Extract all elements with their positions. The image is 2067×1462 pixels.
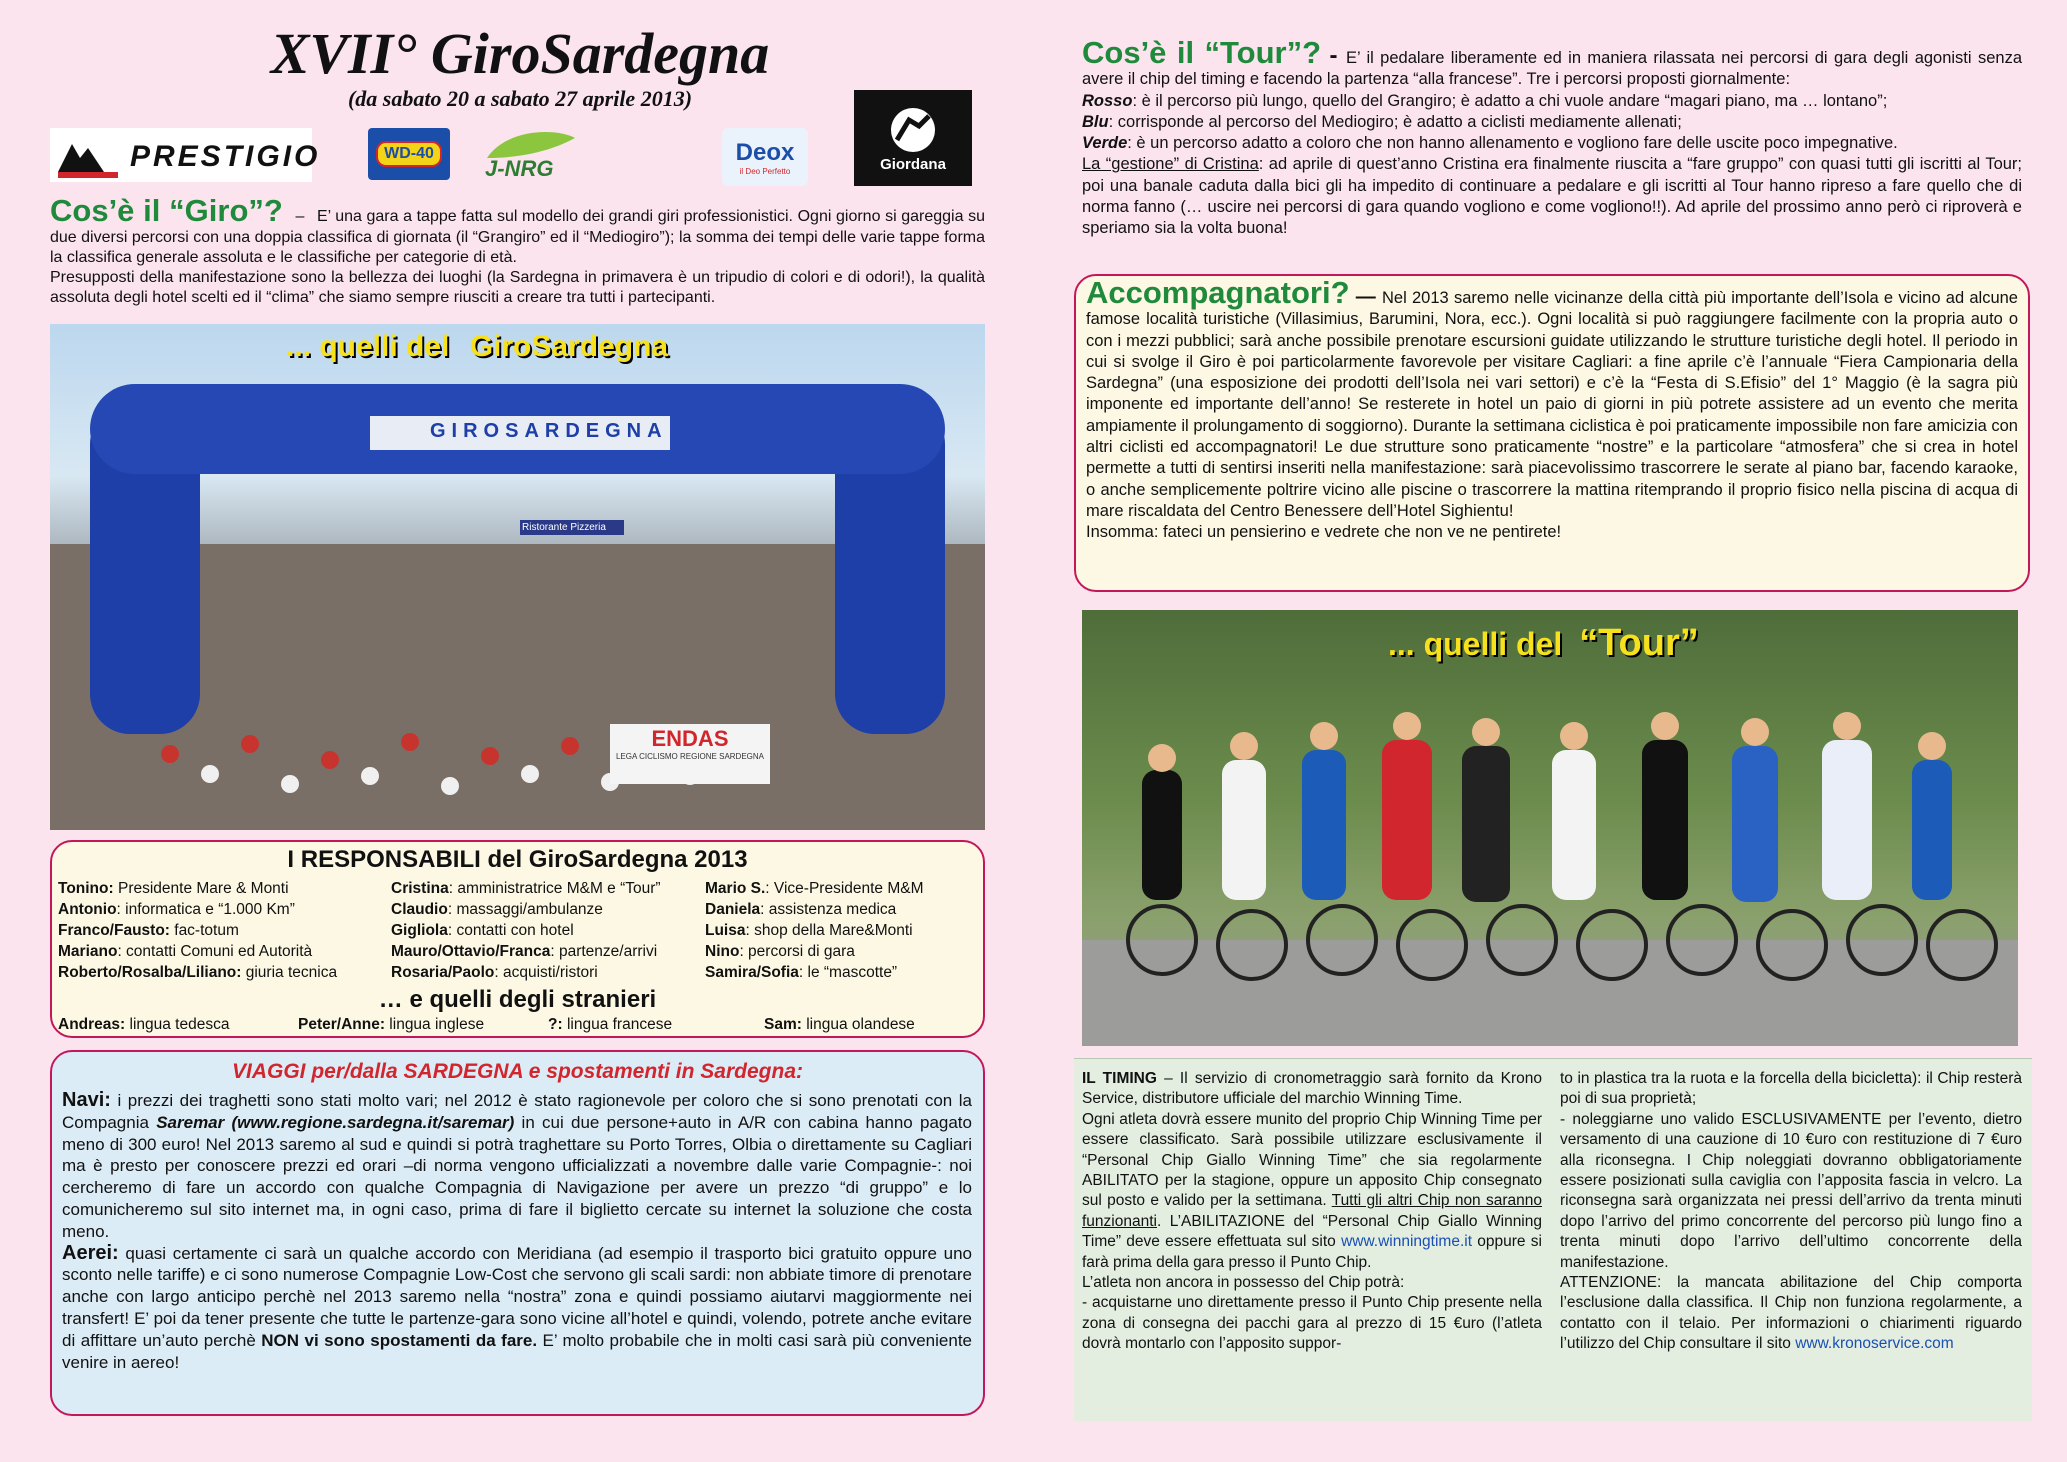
photo1-caption-a: ... quelli del: [286, 330, 450, 363]
responsabile-name: Claudio: [391, 901, 448, 918]
kronoservice-link[interactable]: www.kronoservice.com: [1795, 1335, 1954, 1353]
responsabile-item: [58, 920, 391, 941]
rosso-label: Rosso: [1082, 91, 1133, 110]
blu-text: : corrisponde al percorso del Mediogiro; è adatto a ciclisti mediamente allenati;: [1108, 112, 1682, 131]
wd40-logo-badge: [376, 141, 442, 167]
endas-banner-title: ENDAS: [651, 726, 729, 751]
responsabile-item: [391, 941, 705, 962]
responsabile-name: Gigliola: [391, 922, 448, 939]
deox-logo-tag: il Deo Perfetto: [739, 166, 791, 176]
tour-dash: -: [1321, 42, 1346, 69]
straniero-role: lingua francese: [562, 1016, 673, 1033]
responsabile-item: [391, 899, 705, 920]
responsabile-name: Daniela: [705, 901, 761, 918]
prestigio-logo-text: PRESTIGIO: [130, 140, 321, 173]
tour-intro: [1082, 35, 2022, 91]
stranieri-heading: … e quelli degli stranieri: [378, 986, 657, 1013]
responsabile-item: [58, 899, 391, 920]
giro-text-1: E’ una gara a tappe fatta sul modello dei grandi giri professionistici. Ogni giorno si gareggia su due diversi percorsi con una doppia classifica di giornata (il “Grangiro” ed il “Mediogiro”); la somma dei tempi delle varie tappe forma la classifica generale assoluta e le classifiche per categorie di età.: [50, 208, 986, 266]
responsabili-heading: I RESPONSABILI del GiroSardegna 2013: [287, 846, 748, 873]
accompagnatori-box: [1074, 274, 2030, 592]
responsabile-role: : informatica e “1.000 Km”: [116, 901, 295, 918]
accompagnatori-paragraph: [1086, 275, 2018, 522]
tour-riders-illustration: [1082, 610, 2018, 1046]
deox-logo-text: Deox: [735, 138, 795, 166]
responsabile-role: : contatti con hotel: [447, 922, 574, 939]
responsabile-item: [705, 962, 978, 983]
responsabile-name: Mario S.: [705, 880, 766, 897]
timing-p5: to in plastica tra la ruota e la forcella della bicicletta): il Chip resterà poi di sua proprietà;: [1560, 1070, 2022, 1108]
wd40-logo-text: WD-40: [384, 145, 434, 162]
photo2-caption: [1388, 622, 1699, 665]
timing-col-2: [1560, 1069, 2022, 1355]
navi-text-b: in cui due persone+auto in A/R con cabina hanno pagato meno di 300 euro! Nel 2013 saremo al sud e quindi si potrà traghettare su Porto Torres, Olbia o direttamente su Cagliari ma è presto per conoscere prezzi ed orari –di norma vengono ufficializzati a novembre dalle varie Compagnie-: noi cercheremo di fare un accordo con qualche Compagnia di Navigazione per avere un prezzo “di gruppo” e lo comunicheremo sul sito internet ma, in ogni caso, prima di fare il biglietto cercate su internet la soluzione che costa meno.: [62, 1112, 972, 1241]
straniero-item: [548, 1016, 764, 1034]
timing-c1-d: oppure si farà prima della gara presso il Punto Chip.: [1082, 1233, 1542, 1271]
responsabile-role: giuria tecnica: [241, 964, 338, 981]
photo1-caption: [286, 330, 668, 364]
tour-rosso: [1082, 91, 2022, 112]
timing-p7: [1560, 1273, 2022, 1355]
winningtime-link[interactable]: www.winningtime.it: [1341, 1233, 1472, 1251]
straniero-name: Sam:: [764, 1016, 802, 1033]
responsabile-role: : acquisti/ristori: [494, 964, 598, 981]
timing-p3: L’atleta non ancora in possesso del Chip potrà:: [1082, 1274, 1405, 1292]
responsabile-name: Rosaria/Paolo: [391, 964, 495, 981]
arch-text: GIROSARDEGNA: [430, 420, 668, 442]
saremar-link: Saremar (www.regione.sardegna.it/saremar): [156, 1112, 515, 1132]
responsabile-item: [58, 962, 391, 983]
aerei-bold: NON vi sono spostamenti da fare.: [261, 1330, 538, 1350]
responsabile-role: : massaggi/ambulanze: [447, 901, 603, 918]
aerei-label: Aerei:: [62, 1241, 119, 1264]
wd40-logo: [368, 128, 450, 180]
accompagnatori-text: Nel 2013 saremo nelle vicinanze della città più importante dell’Isola e vicino ad alcune famose località turistiche (Villasimius, Barumini, Nora, ecc.). Ogni località si può raggiungere facilmente con la propria auto o con i mezzi pubblici; sarà anche possibile prenotare escursioni guidate utilizzando le strutture turistiche degli hotel. Il periodo in cui si svolge il Giro è poi particolarmente favorevole per visitare Cagliari: a fine aprile c’è l’annuale “Fiera Campionaria della Sardegna” (una esposizione dei prodotti dell’Isola nei vari settori) e c’è la “Festa di S.Efisio” del 1° Maggio (è la sagra più imponente ed importante dell’anno! Se resterete in hotel un paio di giorni in più potrete assistere ad un evento che merita ampiamente il prolungamento di soggiorno). Durante la settimana ciclistica è poi praticamente impossibile non fare amicizia con altri ciclisti ed accompagnatori! Le due strutture sono praticamente “nostre” e la particolare “atmosfera” che si crea in hotel permette a tutti di sentirsi inseriti nella manifestazione: sarà piacevolissimo trascorrere le serate al piano bar, facendo karaoke, o anche semplicemente poltrire vicino alle piscine o trascorrere la mattina ritemprando il proprio fisico nella piscina di acqua di mare riscaldata del Centro Benessere dell’Hotel Sighientu!: [1086, 289, 2018, 520]
giro-heading: Cos’è il “Giro”?: [50, 193, 283, 228]
responsabile-name: Franco/Fausto:: [58, 922, 170, 939]
timing-p6: - noleggiarne uno valido ESCLUSIVAMENTE per l’evento, dietro versamento di una cauzione di 10 €uro con restituzione di 7 €uro alla riconsegna. I Chip noleggiati dovranno obbligatoriamente essere posizionati sulla caviglia con l’apposita fascia in velcro. La riconsegna sarà organizzata nei pressi dell’arrivo da trenta minuti dopo l’arrivo del primo concorrente del percorso più lungo fino a trenta minuti dopo l’arrivo dell’ultimo concorrente della manifestazione.: [1560, 1110, 2022, 1271]
verde-label: Verde: [1082, 134, 1128, 153]
responsabile-name: Tonino:: [58, 880, 114, 897]
page-title: XVII° GiroSardegna: [270, 21, 770, 86]
responsabile-item: [391, 920, 705, 941]
responsabile-name: Nino: [705, 943, 740, 960]
responsabili-col-3: [705, 878, 978, 983]
tour-photo: [1082, 610, 2018, 1046]
responsabile-role: Presidente Mare & Monti: [113, 880, 289, 897]
responsabili-box: [50, 840, 985, 1038]
timing-c1-b: Ogni atleta dovrà essere munito del proprio Chip Winning Time per essere classificato. Sarà possibile utilizzare esclusivamente il “Personal Chip Giallo Winning Time” che sia regolarmente ABILITATO per la stagione, oppure un apposito Chip consegnato sul posto e valido per la settimana.: [1082, 1110, 1542, 1210]
responsabile-name: Mauro/Ottavio/Franca: [391, 943, 551, 960]
tour-intro-text: E’ il pedalare liberamente ed in maniera rilassata nei percorsi di gara degli agonisti senza avere il chip del timing e facendo la partenza “alla francese”. Tre i percorsi proposti giornalmente:: [1082, 49, 2022, 89]
verde-text: : è un percorso adatto a coloro che non hanno allenamento e vogliono fare delle uscite poco impegnative.: [1127, 134, 1898, 153]
straniero-role: lingua olandese: [801, 1016, 915, 1033]
responsabile-item: [705, 899, 978, 920]
responsabili-col-1: [58, 878, 391, 983]
responsabile-name: Luisa: [705, 922, 746, 939]
jnrg-logo-text: J-NRG: [485, 156, 554, 181]
tour-blu: [1082, 112, 2022, 133]
responsabile-role: : percorsi di gara: [739, 943, 855, 960]
responsabile-role: : le “mascotte”: [798, 964, 898, 981]
viaggi-box: [50, 1050, 985, 1416]
timing-p4: - acquistarne uno direttamente presso il Punto Chip presente nella zona di consegna dei pacchi gara al prezzo di 15 €uro (l’atleta dovrà montarlo con l’apposito suppor-: [1082, 1294, 1542, 1353]
navi-text-a: i prezzi dei traghetti sono stati molto vari; nel 2012 è stato ragionevole per coloro che si sono prenotati con la Compagnia: [62, 1091, 972, 1132]
restaurant-sign: Ristorante Pizzeria: [520, 520, 624, 535]
responsabile-name: Roberto/Rosalba/Liliano:: [58, 964, 242, 981]
accompagnatori-closing: Insomma: fateci un pensierino e vedrete che non ve ne pentirete!: [1086, 523, 1562, 542]
accompagnatori-dash: —: [1349, 286, 1382, 308]
timing-c2-c: ATTENZIONE: la mancata abilitazione del Chip comporta l’esclusione dalla classifica. Il Chip non funziona regolarmente, a contatto con il telaio. Per informazioni o chiarimenti riguardo l’utilizzo del Chip consultare il sito: [1560, 1274, 2022, 1353]
responsabile-item: [391, 962, 705, 983]
giro-dash: –: [295, 208, 305, 225]
aerei-paragraph: [62, 1243, 972, 1374]
timing-col-1: [1082, 1069, 1542, 1355]
responsabile-item: [391, 878, 705, 899]
girosardegna-photo: [50, 324, 985, 830]
responsabile-role: : Vice-Presidente M&M: [765, 880, 924, 897]
responsabile-item: [58, 878, 391, 899]
responsabile-role: : assistenza medica: [760, 901, 897, 918]
straniero-role: lingua tedesca: [125, 1016, 230, 1033]
photo2-caption-b: “Tour”: [1579, 622, 1699, 664]
viaggi-body: [62, 1090, 972, 1373]
giordana-logo: [854, 90, 972, 186]
giro-paragraph-2: Presupposti della manifestazione sono la bellezza dei luoghi (la Sardegna in primavera è un tripudio di colori e di odori!), la qualità assoluta degli hotel scelti ed il “clima” che siamo sempre riusciti a creare tra tutti i partecipanti.: [50, 269, 985, 306]
responsabile-item: [705, 941, 978, 962]
aerei-text-b: E’ molto probabile che in molti casi sarà più conveniente venire in aereo!: [62, 1330, 973, 1372]
blu-label: Blu: [1082, 112, 1109, 131]
deox-logo: [722, 128, 808, 186]
navi-paragraph: [62, 1090, 972, 1243]
responsabile-name: Samira/Sofia: [705, 964, 799, 981]
straniero-name: ?:: [548, 1016, 563, 1033]
responsabili-col-2: [391, 878, 705, 983]
giordana-logo-text: Giordana: [880, 155, 946, 173]
straniero-item: [764, 1016, 978, 1034]
responsabile-role: : shop della Mare&Monti: [745, 922, 913, 939]
prestigio-logo: [50, 128, 321, 182]
responsabile-role: : contatti Comuni ed Autorità: [117, 943, 313, 960]
accompagnatori-body: [1086, 275, 2018, 544]
photo2-caption-a: ... quelli del: [1388, 626, 1563, 662]
page-subtitle: (da sabato 20 a sabato 27 aprile 2013): [347, 86, 693, 111]
viaggi-heading: VIAGGI per/dalla SARDEGNA e spostamenti in Sardegna:: [231, 1060, 803, 1083]
jnrg-logo: [477, 128, 579, 184]
straniero-item: [58, 1016, 298, 1034]
endas-banner-sub: LEGA CICLISMO REGIONE SARDEGNA: [615, 752, 765, 761]
responsabile-role: fac-totum: [169, 922, 239, 939]
tour-section: [1082, 35, 2022, 240]
aerei-text-a: quasi certamente ci sarà un qualche accordo con Meridiana (ad esempio il trasporto bici gratuito oppure uno sconto nelle tariffe) e ci sono numerose Compagnie Low-Cost che servono gli scali sardi: non abbiate timore di prenotare anche con largo anticipo perchè nel 2013 saremo nella “nostra” zona e quindi possiamo aiutarvi maggiormente nei transfert! E’ poi da tener presente che tutte le partenze-gara sono vicine all’hotel e quindi, volendo, potrete anche evitare di affittare un’auto perchè: [62, 1243, 972, 1350]
photo1-caption-b: GiroSardegna: [469, 330, 669, 363]
tour-verde: [1082, 133, 2022, 154]
responsabile-name: Antonio: [58, 901, 117, 918]
straniero-role: lingua inglese: [385, 1016, 485, 1033]
cyclist-icon: [883, 104, 943, 156]
responsabile-item: [705, 878, 978, 899]
straniero-name: Andreas:: [58, 1016, 126, 1033]
start-arch-illustration: [50, 324, 985, 830]
gestione-text: : ad aprile di quest’anno Cristina era finalmente riuscita a “fare gruppo” con quasi tutti gli iscritti al Tour; poi una banale caduta dalla bici gli ha impedito di continuare a pedalare e gli iscritti al Tour hanno ripreso a fare quello che di norma fanno (… uscire nei percorsi di gara quando vogliono e come vogliono!!). Ad aprile del prossimo anno però ci riproverà e speriamo sia la volta buona!: [1082, 155, 2022, 238]
accompagnatori-heading: Accompagnatori?: [1086, 275, 1350, 310]
responsabili-grid: [58, 878, 978, 983]
responsabile-name: Mariano: [58, 943, 118, 960]
timing-p2: [1082, 1110, 1542, 1273]
timing-c1-a: – Il servizio di cronometraggio sarà fornito da Krono Service, distributore ufficiale del marchio Winning Time.: [1082, 1070, 1543, 1108]
gestione-label: La “gestione” di Cristina: [1082, 155, 1259, 174]
giro-paragraph-1: [50, 194, 985, 268]
tour-gestione: [1082, 154, 2022, 239]
responsabile-item: [705, 920, 978, 941]
straniero-item: [298, 1016, 548, 1034]
timing-label: IL TIMING: [1082, 1070, 1157, 1087]
responsabile-role: : amministratrice M&M e “Tour”: [448, 880, 661, 897]
straniero-name: Peter/Anne:: [298, 1016, 385, 1033]
giro-section: [50, 194, 985, 308]
responsabile-role: : partenze/arrivi: [550, 943, 658, 960]
tour-heading: Cos’è il “Tour”?: [1082, 35, 1322, 70]
timing-c1-underline: Tutti gli altri Chip non saranno funzionanti: [1082, 1192, 1542, 1230]
rosso-text: : è il percorso più lungo, quello del Grangiro; è adatto a chi vuole andare “magari piano, ma … lontano”;: [1132, 91, 1888, 110]
stranieri-list: [58, 1016, 978, 1034]
endas-banner: [615, 726, 765, 761]
responsabile-item: [58, 941, 391, 962]
timing-box: [1074, 1058, 2032, 1421]
timing-p1: [1082, 1069, 1542, 1110]
responsabile-name: Cristina: [391, 880, 449, 897]
navi-label: Navi:: [62, 1089, 111, 1111]
timing-c1-c: . L’ABILITAZIONE del “Personal Chip Giallo Winning Time” deve essere effettuata sul sito: [1082, 1212, 1542, 1251]
